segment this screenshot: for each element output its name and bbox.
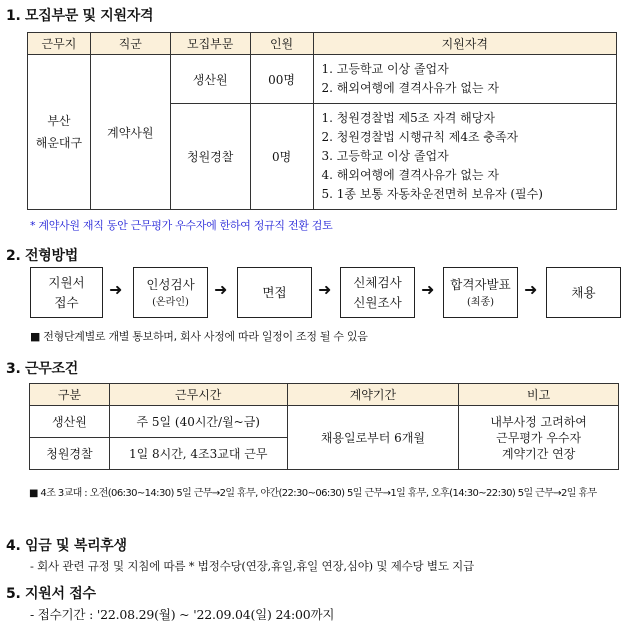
qual-item: 4. 해외여행에 결격사유가 없는 자: [321, 168, 499, 182]
header-contract: 계약기간: [287, 384, 459, 406]
division-guard: 청원경찰: [170, 104, 250, 210]
quals-production: [313, 55, 616, 104]
step-final-announcement: [443, 267, 518, 318]
step-label: 채용: [571, 284, 596, 300]
step-label: 합격자발표: [450, 276, 511, 292]
arrow-icon: ➜: [421, 280, 435, 299]
location-line1: 부산: [47, 114, 71, 128]
step-label: 신체검사: [353, 274, 402, 290]
section2-note: ■ 전형단계별로 개별 통보하며, 회사 사정에 따라 일정이 조정 될 수 있음: [30, 330, 368, 343]
section3-title: 3. 근무조건: [6, 361, 78, 377]
header-qualifications: 지원자격: [313, 33, 616, 55]
count-production: 00명: [250, 55, 313, 104]
step-interview: [237, 267, 312, 318]
step-sublabel: (최종): [466, 296, 495, 308]
step-personality-test: [133, 267, 208, 318]
arrow-icon: ➜: [524, 280, 538, 299]
header-division: 모집부문: [170, 33, 250, 55]
qual-item: 5. 1종 보통 자동차운전면허 보유자 (필수): [321, 187, 543, 201]
type-production: 생산원: [30, 406, 110, 438]
qual-item: 2. 청원경찰법 시행규칙 제4조 충족자: [321, 130, 519, 144]
section3-note: ■ 4조 3교대 : 오전(06:30~14:30) 5일 근무→2일 휴무, 야간(22:30~06:30) 5일 근무→1일 휴무, 오후(14:30~22:30) 5일 근무→2일 휴무: [29, 488, 597, 499]
step-label: 지원서: [48, 274, 85, 290]
step-hiring: [546, 267, 621, 318]
qual-item: 1. 고등학교 이상 졸업자: [321, 62, 449, 76]
step-sublabel: (온라인): [152, 296, 189, 308]
section1-note: * 계약사원 재직 동안 근무평가 우수자에 한하여 정규직 전환 검토: [30, 219, 333, 232]
step-sublabel: 신원조사: [353, 294, 402, 310]
section4-title: 4. 임금 및 복리후생: [6, 538, 127, 554]
header-count: 인원: [250, 33, 313, 55]
header-job-group: 직군: [90, 33, 170, 55]
recruitment-table: [27, 32, 617, 210]
arrow-icon: ➜: [318, 280, 332, 299]
qual-item: 1. 청원경찰법 제5조 자격 해당자: [321, 111, 495, 125]
header-location: 근무지: [28, 33, 91, 55]
header-hours: 근무시간: [109, 384, 287, 406]
section1-title: 1. 모집부문 및 지원자격: [6, 8, 154, 24]
remarks-cell: [459, 406, 619, 470]
contract-period: 채용일로부터 6개월: [287, 406, 459, 470]
step-sublabel: 접수: [54, 294, 79, 310]
arrow-icon: ➜: [109, 280, 123, 299]
step-label: 인성검사: [146, 276, 195, 292]
remark-line: 내부사정 고려하여: [490, 414, 587, 429]
location-cell: [28, 55, 91, 210]
hours-guard: 1일 8시간, 4조3교대 근무: [109, 438, 287, 470]
step-background-check: [340, 267, 415, 318]
job-group-cell: 계약사원: [90, 55, 170, 210]
qual-item: 3. 고등학교 이상 졸업자: [321, 149, 449, 163]
quals-guard: [313, 104, 616, 210]
header-type: 구분: [30, 384, 110, 406]
remark-line: 계약기간 연장: [501, 446, 576, 461]
qual-item: 2. 해외여행에 결격사유가 없는 자: [321, 81, 499, 95]
division-production: 생산원: [170, 55, 250, 104]
step-application: [30, 267, 103, 318]
section5-title: 5. 지원서 접수: [6, 586, 96, 602]
remark-line: 근무평가 우수자: [496, 430, 582, 445]
location-line2: 해운대구: [35, 136, 83, 150]
section5-line: - 접수기간 : '22.08.29(월) ~ '22.09.04(일) 24:00까지: [30, 607, 335, 622]
conditions-table: [29, 383, 619, 470]
type-guard: 청원경찰: [30, 438, 110, 470]
section2-title: 2. 전형방법: [6, 248, 78, 264]
arrow-icon: ➜: [214, 280, 228, 299]
count-guard: 0명: [250, 104, 313, 210]
section4-line: - 회사 관련 규정 및 지침에 따름 * 법정수당(연장,휴일,휴일 연장,심야) 및 제수당 별도 지급: [30, 559, 474, 573]
header-remarks: 비고: [459, 384, 619, 406]
step-label: 면접: [262, 284, 287, 300]
hours-production: 주 5일 (40시간/월~금): [109, 406, 287, 438]
